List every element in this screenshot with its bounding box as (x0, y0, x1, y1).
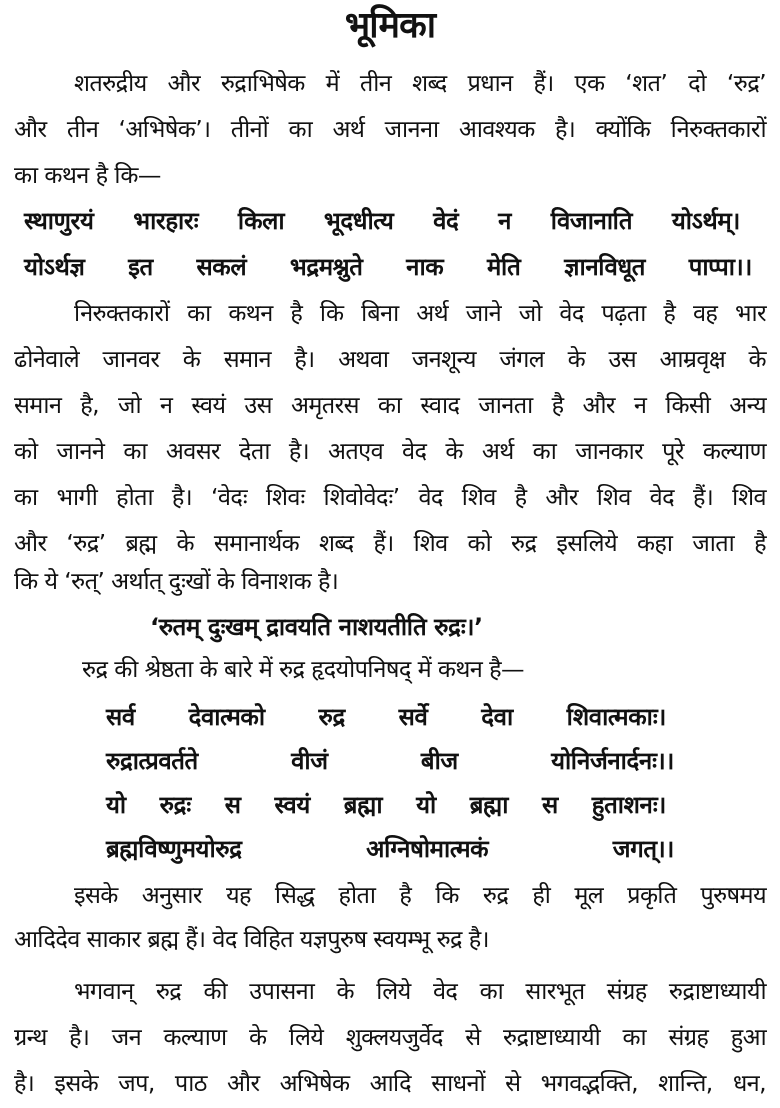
verse-line: योऽर्थज्ञ इत सकलं भद्रमश्नुते नाक मेति ज्ञानविधूत पाप्पा।। (24, 253, 752, 281)
paragraph-line: रुद्र की श्रेष्ठता के बारे में रुद्र हृदयोपनिषद् में कथन है— (82, 655, 524, 683)
paragraph-line: आदिदेव साकार ब्रह्म हैं। वेद विहित यज्ञपुरुष स्वयम्भू रुद्र है। (14, 925, 489, 953)
paragraph-line: ग्रन्थ है। जन कल्याण के लिये शुक्लयजुर्वेद से रुद्राष्टाध्यायी का संग्रह हुआ (14, 1023, 766, 1051)
verse-line: ब्रह्मविष्णुमयोरुद्र अग्निषोमात्मकं जगत्।। (106, 835, 674, 863)
verse-line: सर्व देवात्मको रुद्र सर्वे देवा शिवात्मकाः। (106, 703, 666, 731)
paragraph-line: को जानने का अवसर देता है। अतएव वेद के अर्थ का जानकार पूरे कल्याण (14, 437, 766, 465)
paragraph-line: कि ये ‘रुत्’ अर्थात् दुःखों के विनाशक है। (14, 567, 339, 595)
paragraph-line: शतरुद्रीय और रुद्राभिषेक में तीन शब्द प्रधान हैं। एक ‘शत’ दो ‘रुद्र’ (74, 69, 766, 97)
verse-line: यो रुद्रः स स्वयं ब्रह्मा यो ब्रह्मा स हुताशनः। (106, 791, 666, 819)
paragraph-line: इसके अनुसार यह सिद्ध होता है कि रुद्र ही मूल प्रकृति पुरुषमय (74, 881, 766, 909)
paragraph-line: का भागी होता है। ‘वेदः शिवः शिवोवेदः’ वेद शिव है और शिव वेद हैं। शिव (14, 483, 766, 511)
paragraph-line: ढोनेवाले जानवर के समान है। अथवा जनशून्य जंगल के उस आम्रवृक्ष के (14, 345, 766, 373)
page-title: भूमिका (344, 5, 436, 46)
verse-line: रुद्रात्प्रवर्तते वीजं बीज योनिर्जनार्दनः।। (106, 747, 674, 775)
verse-line: स्थाणुरयं भारहारः किला भूदधीत्य वेदं न विजानाति योऽर्थम्। (24, 207, 740, 235)
paragraph-line: समान है, जो न स्वयं उस अमृतरस का स्वाद जानता है और न किसी अन्य (14, 391, 766, 419)
paragraph-line: और तीन ‘अभिषेक’। तीनों का अर्थ जानना आवश्यक है। क्योंकि निरुक्तकारों (14, 115, 766, 143)
paragraph-line: का कथन है कि— (14, 161, 161, 189)
paragraph-line: और ‘रुद्र’ ब्रह्म के समानार्थक शब्द हैं। शिव को रुद्र इसलिये कहा जाता है (14, 529, 766, 557)
paragraph-line: निरुक्तकारों का कथन है कि बिना अर्थ जाने जो वेद पढ़ता है वह भार (74, 299, 766, 327)
paragraph-line: है। इसके जप, पाठ और अभिषेक आदि साधनों से भगवद्भक्ति, शान्ति, धन, (14, 1069, 766, 1097)
paragraph-line: भगवान् रुद्र की उपासना के लिये वेद का सारभूत संग्रह रुद्राष्टाध्यायी (74, 977, 766, 1005)
quote-line: ‘रुतम् दुःखम् द्रावयति नाशयतीति रुद्रः।’ (150, 613, 483, 641)
